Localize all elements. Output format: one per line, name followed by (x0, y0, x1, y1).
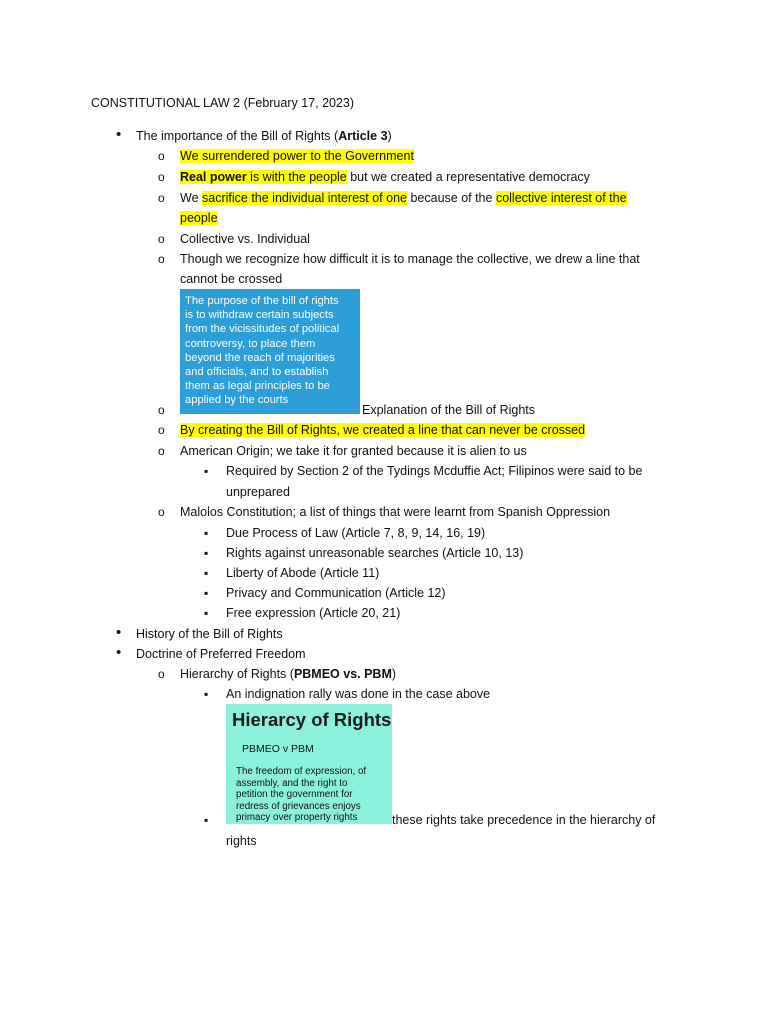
bullet-circle: o (158, 403, 165, 417)
bullet-circle: o (158, 423, 165, 437)
image-body-line: redress of grievances enjoys (236, 800, 361, 812)
list-item-surrendered-power: We surrendered power to the Government (180, 149, 414, 163)
list-item-sacrifice: We sacrifice the individual interest of one because of the collective interest of the (180, 191, 627, 205)
list-item-precedence-cont: rights (226, 834, 257, 848)
quote-line: applied by the courts (185, 394, 289, 407)
image-body-line: assembly, and the right to (236, 777, 348, 789)
bullet-disc: • (116, 126, 122, 143)
bullet-circle: o (158, 667, 165, 681)
bullet-square: ▪ (204, 464, 209, 478)
image-body (236, 766, 366, 824)
list-item-tydings-cont: unprepared (226, 485, 290, 499)
bullet-square: ▪ (204, 566, 209, 580)
list-item-sacrifice-cont: people (180, 211, 218, 225)
quote-line: is to withdraw certain subjects (185, 309, 334, 322)
list-item-importance: The importance of the Bill of Rights (Article 3) (136, 129, 392, 143)
list-item-due-process: Due Process of Law (Article 7, 8, 9, 14, 16, 19) (226, 526, 486, 540)
quote-line: them as legal principles to be (185, 380, 330, 393)
bullet-square: ▪ (204, 606, 209, 620)
image-body-line: The freedom of expression, of (236, 766, 367, 777)
quote-line: and officials, and to establish (185, 366, 329, 379)
bullet-circle: o (158, 170, 165, 184)
bullet-square: ▪ (204, 687, 209, 701)
document-title: CONSTITUTIONAL LAW 2 (February 17, 2023) (91, 96, 355, 110)
list-item-collective: Collective vs. Individual (180, 232, 310, 246)
list-item-indignation-rally: An indignation rally was done in the case above (226, 687, 491, 701)
bullet-circle: o (158, 444, 165, 458)
list-item-explanation: Explanation of the Bill of Rights (362, 403, 536, 417)
image-subheading: PBMEO v PBM (242, 743, 314, 755)
list-item-tydings: Required by Section 2 of the Tydings Mcduffie Act; Filipinos were said to be (226, 464, 643, 478)
bullet-circle: o (158, 149, 165, 163)
list-item-creating-line: By creating the Bill of Rights, we created a line that can never be crossed (180, 423, 586, 437)
bullet-circle: o (158, 505, 165, 519)
quote-line: from the vicissitudes of political (185, 323, 340, 336)
list-item-precedence: these rights take precedence in the hierarchy of (392, 813, 656, 827)
quote-line: The purpose of the bill of rights (185, 295, 339, 307)
bullet-square: ▪ (204, 813, 209, 827)
list-item-line-crossed-cont: cannot be crossed (180, 272, 283, 286)
list-item-hierarchy: Hierarchy of Rights (PBMEO vs. PBM) (180, 667, 397, 681)
hierarchy-of-rights-image (226, 704, 392, 824)
list-item-searches: Rights against unreasonable searches (Article 10, 13) (226, 546, 524, 560)
list-item-privacy: Privacy and Communication (Article 12) (226, 586, 446, 600)
bullet-square: ▪ (204, 526, 209, 540)
list-item-line-crossed: Though we recognize how difficult it is to manage the collective, we drew a line that (180, 252, 640, 266)
list-item-free-expression: Free expression (Article 20, 21) (226, 606, 401, 620)
image-body-line: petition the government for (236, 789, 353, 801)
image-body-line: primacy over property rights (236, 812, 358, 824)
list-item-real-power: Real power is with the people but we created a representative democracy (180, 170, 590, 184)
list-item-preferred-freedom: Doctrine of Preferred Freedom (136, 647, 306, 661)
bullet-disc: • (116, 624, 122, 641)
bullet-circle: o (158, 191, 165, 205)
bullet-square: ▪ (204, 586, 209, 600)
list-item-history: History of the Bill of Rights (136, 627, 283, 641)
list-item-malolos: Malolos Constitution; a list of things that were learnt from Spanish Oppression (180, 505, 611, 519)
bullet-disc: • (116, 644, 122, 661)
list-item-abode: Liberty of Abode (Article 11) (226, 566, 380, 580)
bullet-circle: o (158, 252, 165, 266)
bullet-square: ▪ (204, 546, 209, 560)
bill-of-rights-quote-image (180, 289, 360, 414)
bullet-circle: o (158, 232, 165, 246)
quote-line: controversy, to place them (185, 337, 316, 350)
quote-line: beyond the reach of majorities (185, 351, 335, 364)
list-item-american-origin: American Origin; we take it for granted because it is alien to us (180, 444, 527, 458)
image-heading: Hierarcy of Rights (232, 709, 392, 730)
